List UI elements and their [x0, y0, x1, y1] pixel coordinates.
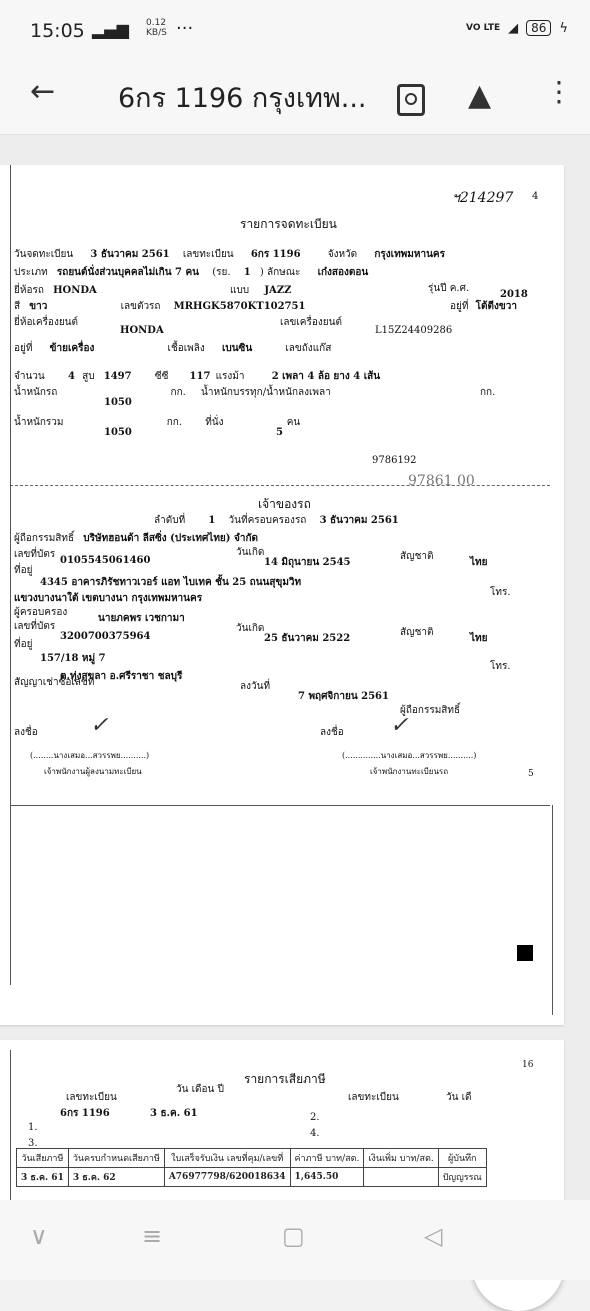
recent-apps-icon[interactable]: ≡	[142, 1222, 163, 1250]
tax-line-4: 4.	[310, 1128, 320, 1139]
clock: 15:05	[30, 20, 85, 42]
navigation-bar	[0, 1200, 590, 1280]
tax-cell: 1,645.50	[290, 1168, 364, 1187]
total-row: น้ำหนักรวม กก. ที่นั่ง คน	[14, 417, 301, 428]
id-row: เลขที่บัตร	[14, 549, 56, 560]
status-bar	[0, 0, 590, 62]
date-value: 7 พฤศจิกายน 2561	[298, 691, 389, 702]
tax-col-header: วันเสียภาษี	[17, 1149, 69, 1168]
tax-reg-label-2: เลขทะเบียน	[348, 1092, 399, 1103]
home-icon[interactable]: ▢	[282, 1222, 305, 1250]
owner-sign-label: ผู้ถือกรรมสิทธิ์	[400, 705, 461, 716]
birth2-value: 25 ธันวาคม 2522	[264, 633, 351, 644]
battery-icon: 86	[526, 20, 551, 36]
page-border	[10, 165, 11, 985]
tax-cell: 3 ธ.ค. 61	[17, 1168, 69, 1187]
birth2-label: วันเกิด	[236, 623, 265, 634]
owner-row: ผู้ถือกรรมสิทธิ์ บริษัทฮอนด้า ลีสซิ่ง (ประเทศไทย) จำกัด	[14, 533, 259, 544]
tel2-label: โทร.	[490, 661, 511, 672]
tax-line-2: 2.	[310, 1112, 320, 1123]
owner-heading: เจ้าของรถ	[258, 497, 311, 511]
tax-date-label: วัน เดือน ปี	[176, 1084, 224, 1095]
tax-line-1: 1.	[28, 1122, 38, 1133]
lease-label: สัญญาเช่าซื้อเลขที่	[14, 677, 95, 688]
holder-name: นายภคพร เวชกามา	[98, 613, 185, 624]
owner-address: 4345 อาคารภิรัชทาวเวอร์ แอท ไบเทค ชั้น 25 ถนนสุขุมวิท	[40, 577, 302, 588]
weight-row: น้ำหนักรถ กก. น้ำหนักบรรทุก/น้ำหนักลงเพลา	[14, 387, 331, 398]
nationality2-label: สัญชาติ	[400, 627, 434, 638]
lease-value: ต.ทุ่งสุขลา อ.ศรีราชา ชลบุรี	[60, 671, 183, 682]
holder-id: 3200700375964	[60, 631, 151, 642]
tax-reg-value: 6กร 1196	[60, 1108, 110, 1119]
page2-corner: 16	[522, 1060, 534, 1070]
total-value: 1050	[104, 427, 132, 438]
sign1-name: (........นางเสมอ...สวรรพย..........)	[30, 751, 150, 760]
sign1-role: เจ้าพนักงานผู้ลงนามทะเบียน	[44, 767, 142, 776]
engine-no-label: เลขเครื่องยนต์	[280, 317, 342, 328]
status-right	[466, 20, 568, 36]
order-row: ลำดับที่ 1 วันที่ครอบครองรถ 3 ธันวาคม 2561	[154, 515, 399, 526]
table-row	[17, 1168, 487, 1187]
charging-icon: ϟ	[559, 20, 568, 36]
color-row: สี ขาว เลขตัวรถ MRHGK5870KT102751	[14, 301, 306, 312]
page-right-border	[552, 805, 553, 1015]
pdf-viewer[interactable]	[0, 135, 590, 1200]
tel-label: โทร.	[490, 587, 511, 598]
add-to-drive-icon[interactable]: ▲	[468, 78, 492, 113]
tax-reg-date: 3 ธ.ค. 61	[150, 1108, 198, 1119]
tax-line-3: 3.	[28, 1138, 38, 1149]
tax-reg-label: เลขทะเบียน	[66, 1092, 117, 1103]
holder-row: ผู้ครอบครอง	[14, 607, 68, 618]
back-arrow-icon[interactable]: ←	[30, 74, 56, 109]
tax-col-header: ใบเสร็จรับเงิน เลขที่คุม/เลขที่	[164, 1149, 290, 1168]
tax-col-header: วันครบกำหนดเสียภาษี	[68, 1149, 164, 1168]
year-value: 2018	[500, 289, 528, 300]
addr3-label: ที่อยู่	[14, 639, 33, 650]
more-notifications-icon: ···	[176, 18, 194, 39]
handwritten-number: ฯ214297	[452, 190, 514, 206]
signature-1: ✓	[90, 713, 109, 738]
at-row: อยู่ที่ โต้ตีงขวา	[450, 301, 517, 312]
tax-cell	[364, 1168, 438, 1187]
weight-value: 1050	[104, 397, 132, 408]
registration-heading: รายการจดทะเบียน	[240, 217, 337, 231]
corner-number: 4	[532, 191, 539, 202]
year-label: รุ่นปี ค.ศ.	[428, 283, 470, 294]
tax-table	[16, 1148, 487, 1187]
more-options-icon[interactable]: ⋮	[545, 75, 573, 108]
app-bar	[0, 62, 590, 135]
signature-2: ✓	[390, 713, 409, 738]
back-icon[interactable]: ◁	[424, 1222, 443, 1250]
section-divider	[10, 485, 550, 486]
page-bottom-line	[10, 805, 550, 806]
birth-value: 14 มิถุนายน 2545	[264, 557, 351, 568]
signal-strength-icon: ◢	[508, 20, 519, 36]
hide-nav-icon[interactable]: ∨	[30, 1222, 48, 1250]
owner-id: 0105545061460	[60, 555, 151, 566]
page-corner-number: 5	[528, 769, 534, 779]
sign2-label: ลงชื่อ	[320, 727, 344, 738]
tax-heading: รายการเสียภาษี	[244, 1072, 326, 1086]
volte-icon: VO LTE	[466, 23, 501, 33]
birth-label: วันเกิด	[236, 547, 265, 558]
stamp-number: 97861 00	[408, 473, 475, 489]
sign1-label: ลงชื่อ	[14, 727, 38, 738]
reg-date-row: วันจดทะเบียน 3 ธันวาคม 2561 เลขทะเบียน 6กร 1196 จังหวัด กรุงเทพมหานคร	[14, 249, 445, 260]
fuel-row: อยู่ที่ ข้ายเครื่อง เชื้อเพลิง เบนซิน เลขถังแก๊ส	[14, 343, 332, 354]
search-in-document-icon[interactable]	[397, 84, 425, 116]
tax-date-label-2: วัน เดื	[446, 1092, 472, 1103]
signal-icon: ▂▄▆	[92, 20, 129, 39]
engine-brand-row: ยี่ห้อเครื่องยนต์	[14, 317, 79, 328]
engine-brand: HONDA	[120, 325, 164, 336]
load-unit: กก.	[480, 387, 496, 398]
nationality2-value: ไทย	[470, 633, 488, 644]
tax-cell: ปัญญรรณ	[438, 1168, 486, 1187]
doc-number: 9786192	[372, 455, 417, 466]
engine-specs-row: จำนวน 4 สูบ 1497 ซีซี 117 แรงม้า 2 เพลา 4 ล้อ ยาง 4 เส้น	[14, 371, 381, 382]
net-speed: 0.12 KB/S	[146, 18, 167, 38]
type-row: ประเภท รถยนต์นั่งส่วนบุคคลไม่เกิน 7 คน (รย. 1 ) ลักษณะ เก๋งสองตอน	[14, 267, 369, 278]
addr-label: ที่อยู่	[14, 565, 33, 576]
tax-col-header: ผู้บันทึก	[438, 1149, 486, 1168]
tax-table-header	[17, 1149, 487, 1168]
tax-cell: A76977798/620018634	[164, 1168, 290, 1187]
holder-address: 157/18 หมู่ 7	[40, 653, 106, 664]
tax-col-header: เงินเพิ่ม บาท/สต.	[364, 1149, 438, 1168]
document-page-1	[0, 165, 564, 1025]
seats-value: 5	[276, 427, 283, 438]
date-label: ลงวันที่	[240, 681, 271, 692]
owner-address-2: แขวงบางนาใต้ เขตบางนา กรุงเทพมหานคร	[14, 593, 203, 604]
document-title: 6กร 1196 กรุงเทพ...	[118, 83, 367, 114]
sign2-name: (..............นางเสมอ...สวรรพย..........)	[342, 751, 477, 760]
id2-label: เลขที่บัตร	[14, 621, 56, 632]
nationality-value: ไทย	[470, 557, 488, 568]
tax-col-header: ค่าภาษี บาท/สต.	[290, 1149, 364, 1168]
nationality-label: สัญชาติ	[400, 551, 434, 562]
sign2-role: เจ้าพนักงานทะเบียนรถ	[370, 767, 449, 776]
brand-row: ยี่ห้อรถ HONDA แบบ JAZZ	[14, 285, 292, 296]
engine-no: L15Z24409286	[375, 325, 453, 336]
black-square	[517, 945, 533, 961]
tax-cell: 3 ธ.ค. 62	[68, 1168, 164, 1187]
